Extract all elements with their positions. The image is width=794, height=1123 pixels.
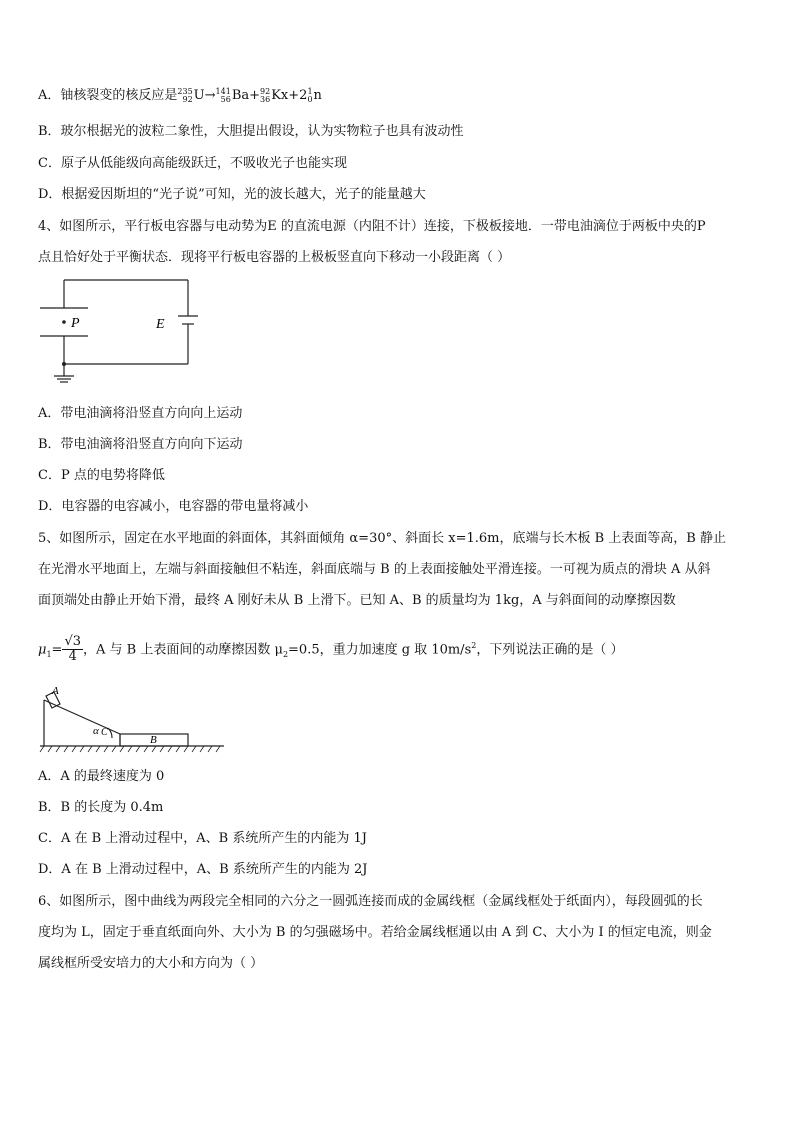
label-a: A [52, 685, 59, 697]
label-alpha: α [93, 725, 99, 737]
q4-option-b: B．带电油滴将沿竖直方向向下运动 [38, 437, 243, 452]
capacitor-circuit-diagram [38, 278, 198, 386]
q5-option-a: A．A 的最终速度为 0 [38, 769, 165, 784]
label-e: E [156, 317, 165, 332]
q4-stem-line2: 点且恰好处于平衡状态．现将平行板电容器的上极板竖直向下移动一小段距离（ ） [38, 250, 511, 265]
kr-nuclide-numbers: 92 36 [260, 86, 271, 104]
incline-plank-diagram [38, 684, 228, 756]
q4-option-a: A．带电油滴将沿竖直方向向上运动 [38, 406, 243, 421]
label-p: P [71, 316, 80, 331]
oil-drop-dot [62, 320, 66, 324]
q5-stem-line3: 面顶端处由静止开始下滑，最终 A 刚好未从 B 上滑下。已知 A、B 的质量均为 1kg，A 与斜面间的动摩擦因数 [38, 593, 676, 608]
q5-stem-line4: $\mu_1=$ $\frac{√3}{4}$ ，A 与 B 上表面间的动摩擦因数 $\mu_2=0.5$，重力加速度 g 取 $10m/s^2$，下列说法正确的是（ ） [38, 634, 624, 665]
u-nuclide-numbers: 235 92 [177, 86, 193, 104]
q5-option-d: D．A 在 B 上滑动过程中，A、B 系统所产生的内能为 2J [38, 862, 368, 877]
q5-option-c: C．A 在 B 上滑动过程中，A、B 系统所产生的内能为 1J [38, 831, 367, 846]
mu1-fraction: $\frac{√3}{4}$ [64, 634, 82, 665]
q5-stem-line2: 在光滑水平地面上，左端与斜面接触但不粘连，斜面底端与 B 的上表面接触处平滑连接。一可视为质点的滑块 A 从斜 [38, 562, 711, 577]
q6-stem-line1: 6、如图所示，图中曲线为两段完全相同的六分之一圆弧连接而成的金属线框（金属线框处于纸面内），每段圆弧的长 [38, 894, 703, 909]
q6-stem-line3: 属线框所受安培力的大小和方向为（ ） [38, 956, 264, 971]
q4-option-c: C．P 点的电势将降低 [38, 468, 165, 483]
q4-option-d: D．电容器的电容减小，电容器的带电量将减小 [38, 499, 309, 514]
label-c: C [101, 727, 108, 738]
q5-option-b: B．B 的长度为 0.4m [38, 800, 164, 815]
q3-option-c: C．原子从低能级向高能级跃迁，不吸收光子也能实现 [38, 156, 347, 171]
ba-nuclide-numbers: 141 56 [215, 86, 231, 104]
n-nuclide-numbers: 1 0 [307, 86, 313, 104]
q5-stem-line1: 5、如图所示，固定在水平地面的斜面体，其斜面倾角 α=30°、斜面长 x=1.6m，底端与长木板 B 上表面等高，B 静止 [38, 531, 726, 546]
q6-stem-line2: 度均为 L，固定于垂直纸面向外、大小为 B 的匀强磁场中。若给金属线框通以由 A 到 C、大小为 I 的恒定电流，则金 [38, 925, 712, 940]
q4-stem-line1: 4、如图所示，平行板电容器与电动势为E 的直流电源（内阻不计）连接，下极板接地．一带电油滴位于两板中央的P [38, 219, 706, 234]
q3-option-a: A．铀核裂变的核反应是 235 92 U→ 141 56 Ba+ 92 36 Kx+2 1 0 n [38, 86, 322, 104]
q3-option-d: D．根据爱因斯坦的“光子说”可知，光的波长越大，光子的能量越大 [38, 187, 426, 202]
ground-node-dot [62, 362, 66, 366]
label-b: B [150, 734, 157, 746]
q3-option-b: B．玻尔根据光的波粒二象性，大胆提出假设，认为实物粒子也具有波动性 [38, 124, 464, 139]
